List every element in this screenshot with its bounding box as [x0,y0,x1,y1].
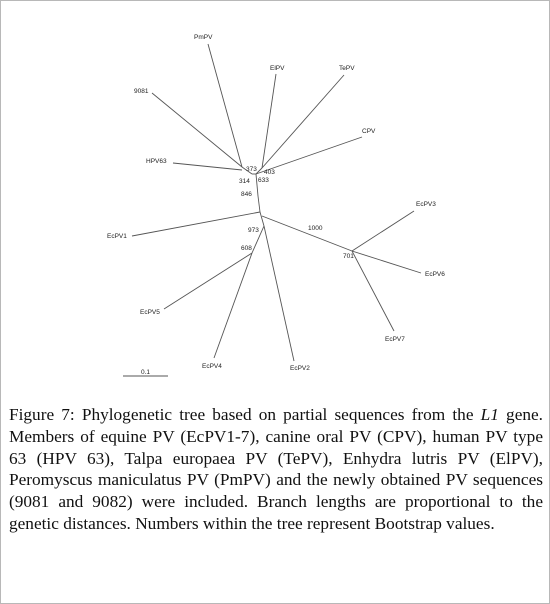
branch-ecpv4 [214,253,252,358]
caption-gene: L1 [480,405,499,424]
label-pmpv: PmPV [194,34,213,41]
bootstrap-608: 608 [241,245,252,252]
label-ecpv5: EcPV5 [140,309,160,316]
bootstrap-403: 403 [264,169,275,176]
bootstrap-373: 373 [246,166,257,173]
branch-tepv [262,75,344,168]
branch-pmpv [208,44,242,167]
branch-ecpv3 [352,211,414,251]
figure-label: Figure 7: [9,405,75,424]
branch-ecpv1 [132,212,260,236]
branch-center [260,212,264,226]
branch-ecpv6 [352,251,421,273]
label-ecpv2: EcPV2 [290,365,310,372]
bootstrap-633: 633 [258,177,269,184]
branch-ecpv5 [164,253,252,309]
branch-ecpv7 [352,251,394,331]
label-ecpv1: EcPV1 [107,233,127,240]
branch-to-ecpv3-group [262,216,352,251]
label-ecpv4: EcPV4 [202,363,222,370]
bootstrap-1000: 1000 [308,225,323,232]
label-ecpv7: EcPV7 [385,336,405,343]
label-elpv: ElPV [270,65,285,72]
label-ecpv3: EcPV3 [416,201,436,208]
label-hpv63: HPV63 [146,158,167,165]
label-ecpv6: EcPV6 [425,271,445,278]
branch-upper-5 [258,196,260,212]
figure-caption [9,404,543,535]
branch-hpv63 [173,163,242,170]
scale-bar-label: 0.1 [141,369,151,376]
label-cpv: CPV [362,128,376,135]
caption-text-1: Phylogenetic tree based on partial sequences from the [74,405,481,424]
bootstrap-846: 846 [241,191,252,198]
bootstrap-314: 314 [239,178,250,185]
branch-to-ecpv2 [264,226,294,361]
bootstrap-973: 973 [248,227,259,234]
label-9081: 9081 [134,88,149,95]
branch-9081 [152,93,242,167]
caption-text-2: gene. Members of equine PV (EcPV1-7), canine oral PV (CPV), human PV type 63 (HPV 63), Talpa europaea PV (TePV), Enhydra lutris PV (ElPV), Peromyscus maniculatus PV (PmPV) and the newly obtained PV sequences (9081 and 9082) were included. Branch lengths are proportional to the genetic distances. Numbers within the tree represent Bootstrap values. [9,405,543,533]
bootstrap-701: 701 [343,253,354,260]
label-tepv: TePV [339,65,355,72]
